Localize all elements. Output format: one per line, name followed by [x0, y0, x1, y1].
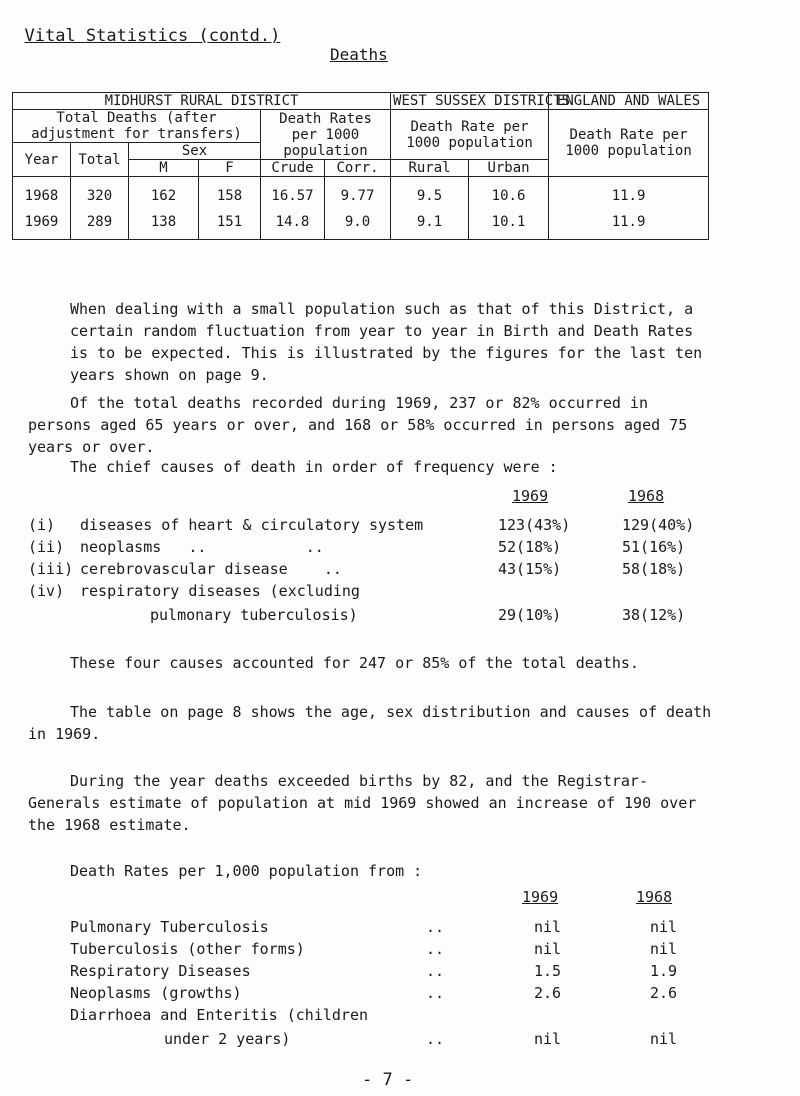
sex-header: Sex: [129, 143, 261, 160]
paragraph-population: During the year deaths exceeded births by 82, and the Registrar-Generals estimate of population at mid 1969 showed an increase of 190 over the 1968 estimate.: [28, 772, 697, 834]
ws-rate-header: Death Rate per 1000 population: [391, 110, 549, 160]
corr-header: Corr.: [325, 160, 391, 177]
page-number: - 7 -: [362, 1070, 414, 1090]
f-header: F: [199, 160, 261, 177]
year-header: Year: [13, 143, 71, 177]
paragraph-fluctuation: When dealing with a small population such as that of this District, a certain random fluctuation from year to year in Birth and Death Rates is to be expected. This is illustrated by the figures for the last ten years shown on page 9.: [70, 300, 703, 384]
rural-header: Rural: [391, 160, 469, 177]
group-england: ENGLAND AND WALES: [549, 93, 709, 110]
paragraph-four-causes: These four causes accounted for 247 or 85% of the total deaths.: [70, 654, 639, 672]
paragraph-ages: Of the total deaths recorded during 1969, 237 or 82% occurred in persons aged 65 years or over, and 168 or 58% occurred in persons aged 75 years or over.: [28, 394, 688, 456]
rates-intro: Death Rates per 1,000 population from :: [70, 862, 423, 880]
urban-header: Urban: [469, 160, 549, 177]
ew-rate-header: Death Rate per 1000 population: [549, 110, 709, 177]
causes-col-1969: 1969: [512, 487, 549, 505]
m-header: M: [129, 160, 199, 177]
vital-statistics-table: [12, 92, 709, 240]
total-header: Total: [71, 143, 129, 177]
rates-col-1969: 1969: [522, 888, 559, 906]
group-midhurst: MIDHURST RURAL DISTRICT: [13, 93, 391, 110]
total-deaths-header: Total Deaths (after adjustment for transfers): [13, 110, 261, 143]
group-west-sussex: WEST SUSSEX DISTRICTS: [391, 93, 549, 110]
paragraph-table-ref: The table on page 8 shows the age, sex distribution and causes of death in 1969.: [28, 703, 712, 743]
crude-header: Crude: [261, 160, 325, 177]
header-title: Vital Statistics (contd.): [24, 26, 281, 46]
section-title: Deaths: [330, 45, 388, 64]
causes-col-1968: 1968: [628, 487, 665, 505]
death-rates-header: Death Rates per 1000 population: [261, 110, 391, 160]
causes-intro: The chief causes of death in order of frequency were :: [70, 458, 558, 476]
table-row: 1969 289 138 151 14.8 9.0 9.1 10.1 11.9: [13, 209, 709, 240]
page-header: [4, 6, 280, 46]
table-row: 1968 320 162 158 16.57 9.77 9.5 10.6 11.9: [13, 177, 709, 210]
rates-col-1968: 1968: [636, 888, 673, 906]
